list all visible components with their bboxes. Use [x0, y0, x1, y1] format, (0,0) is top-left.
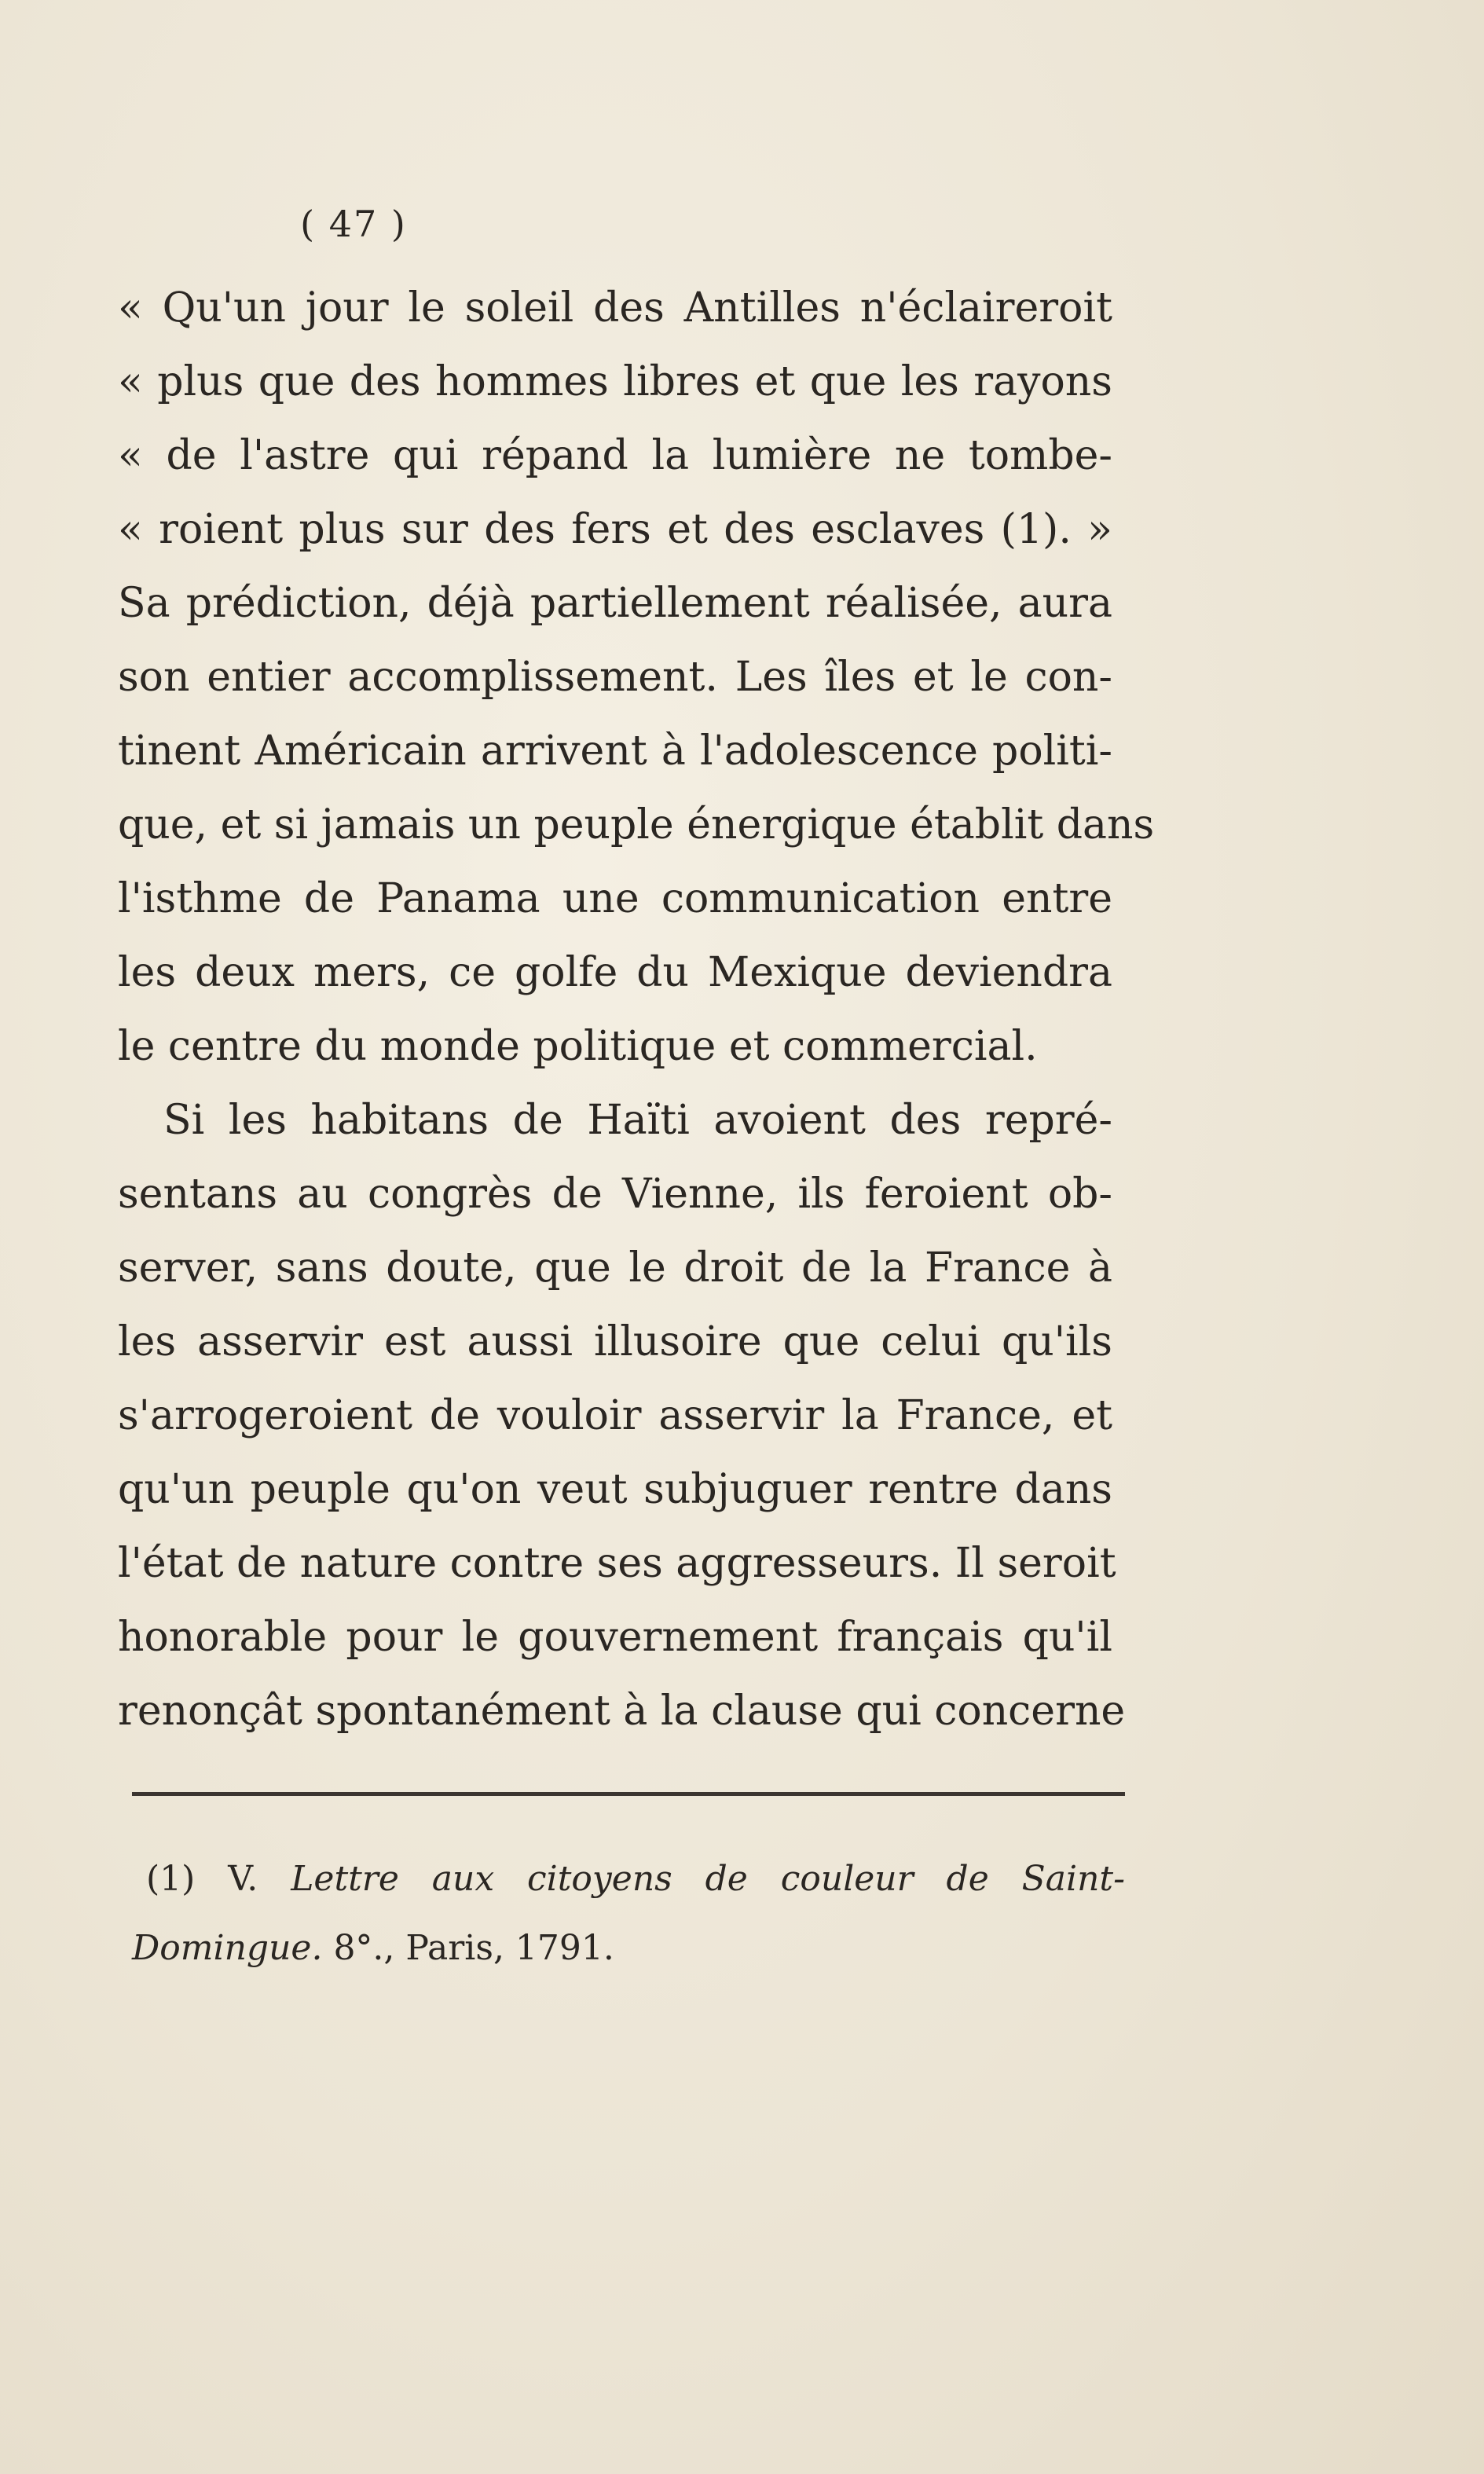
text-line: sentans au congrès de Vienne, ils feroient ob-	[118, 1171, 1112, 1218]
text-line: « roient plus sur des fers et des esclaves (1). »	[118, 506, 1112, 553]
text-line: Sa prédiction, déjà partiellement réalisée, aura	[118, 580, 1112, 627]
paragraph-start-line: Si les habitans de Haïti avoient des repré-	[163, 1097, 1112, 1144]
text-line: les deux mers, ce golfe du Mexique deviendra	[118, 949, 1112, 996]
text-line: l'isthme de Panama une communication entre	[118, 875, 1112, 922]
text-line: honorable pour le gouvernement français qu'il	[118, 1614, 1112, 1661]
page-number: ( 47 )	[300, 203, 407, 245]
text-line: « Qu'un jour le soleil des Antilles n'éclaireroit	[118, 284, 1112, 332]
footnote-title-continued: Domingue.	[132, 1928, 323, 1968]
text-line: l'état de nature contre ses aggresseurs. Il seroit	[118, 1540, 1116, 1587]
text-line: « de l'astre qui répand la lumière ne tombe-	[118, 432, 1112, 479]
text-line: qu'un peuple qu'on veut subjuguer rentre dans	[118, 1466, 1112, 1513]
text-line: que, et si jamais un peuple énergique établit dans	[118, 801, 1155, 848]
paragraph-end-line: le centre du monde politique et commercial.	[118, 1023, 1038, 1070]
footnote-line	[132, 1914, 1125, 1983]
text-line: « plus que des hommes libres et que les rayons	[118, 358, 1112, 405]
footnote-marker: (1) V.	[146, 1859, 258, 1899]
text-line: renonçât spontanément à la clause qui concerne	[118, 1688, 1126, 1735]
footnote	[132, 1845, 1125, 1983]
text-line: s'arrogeroient de vouloir asservir la France, et	[118, 1392, 1112, 1439]
text-line: tinent Américain arrivent à l'adolescence politi-	[118, 728, 1112, 775]
footnote-divider	[132, 1792, 1125, 1796]
footnote-title: Lettre aux citoyens de couleur de Saint-	[291, 1859, 1125, 1899]
footnote-details: 8°., Paris, 1791.	[333, 1928, 614, 1968]
main-text	[118, 271, 1155, 1748]
footnote-line	[132, 1845, 1125, 1914]
text-line: les asservir est aussi illusoire que celui qu'ils	[118, 1318, 1112, 1365]
text-line: son entier accomplissement. Les îles et le con-	[118, 654, 1112, 701]
text-line: server, sans doute, que le droit de la France à	[118, 1244, 1112, 1292]
